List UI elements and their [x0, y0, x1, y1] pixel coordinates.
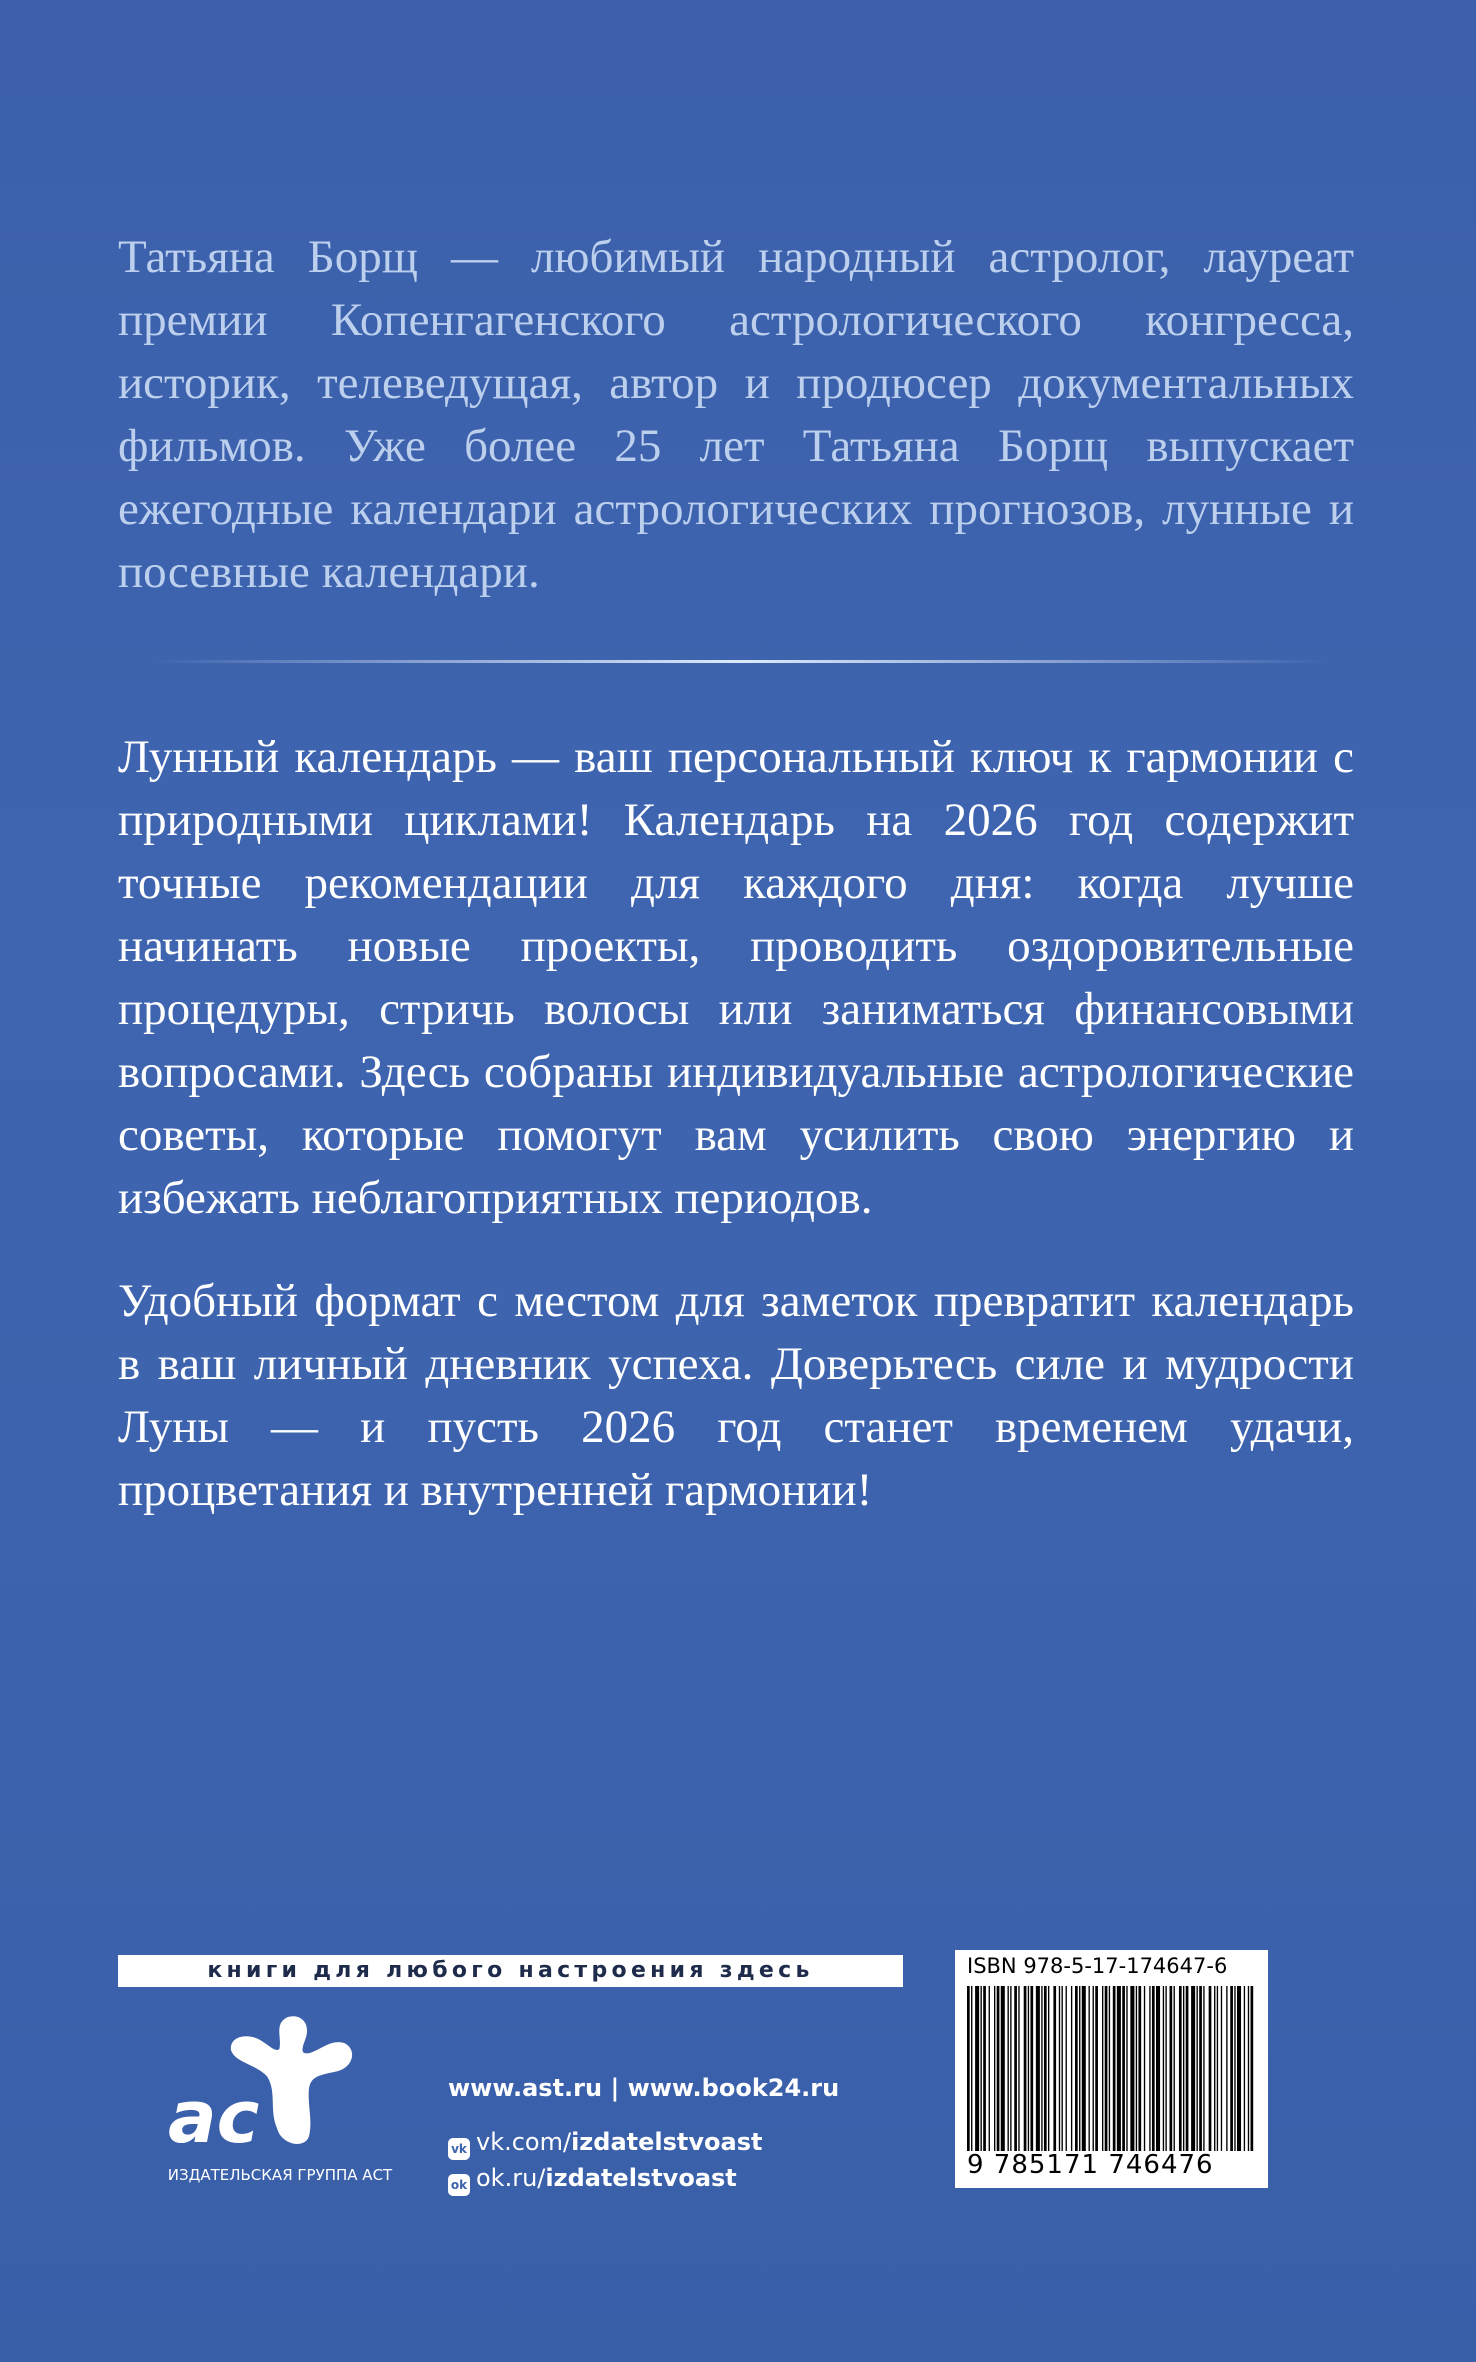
barcode-bar [1130, 1986, 1134, 2151]
barcode-bar [1113, 1986, 1116, 2151]
barcode-bars [967, 1986, 1257, 2151]
barcode-bar [1237, 1986, 1241, 2151]
vk-icon: vk [448, 2138, 470, 2160]
barcode-bar [1079, 1986, 1080, 2151]
barcode-bar [1174, 1986, 1175, 2151]
barcode-bar [1199, 1986, 1202, 2151]
ok-prefix: ok.ru/ [476, 2164, 546, 2192]
barcode-bar [1170, 1986, 1173, 2151]
barcode-bar [983, 1986, 986, 2151]
barcode-bar [1075, 1986, 1078, 2151]
barcode-bar [1102, 1986, 1103, 2151]
description-paragraph: Лунный календарь — ваш персональный ключ к гармонии с природными циклами! Календарь на 2026 год содержит точные рекомендации для каждого дня: когда лучше начинать новые проекты, проводить оздоровительные процедуры, стричь волосы или заниматься финансовыми вопросами. Здесь собраны индивидуальные астрологические советы, которые помогут вам усилить свою энергию и избежать неблагоприятных периодов. [118, 731, 1354, 1224]
barcode-bar [1093, 1986, 1094, 2151]
publisher-links [448, 2070, 839, 2196]
author-bio: Татьяна Борщ — любимый народный астролог, лауреат премии Копенгагенского астрологического конгресса, историк, телеведущая, автор и продюсер документальных фильмов. Уже более 25 лет Татьяна Борщ выпускает ежегодные календари астрологических прогнозов, лунные и посевные календари. [118, 231, 1354, 598]
barcode-bar [1053, 1986, 1056, 2151]
description-paragraph: Удобный формат с местом для заметок превратит календарь в ваш личный дневник успеха. Доверьтесь силе и мудрости Луны — и пусть 2026 год станет временем удачи, процветания и внутренней гармонии! [118, 1275, 1354, 1516]
barcode-bar [1059, 1986, 1060, 2151]
barcode-bar [1203, 1986, 1204, 2151]
ast-logo [150, 2010, 410, 2160]
website-links[interactable]: www.ast.ru | www.book24.ru [448, 2074, 840, 2102]
barcode-bar [1095, 1986, 1098, 2151]
barcode-bar [997, 1986, 1000, 2151]
barcode-bar [1209, 1986, 1212, 2151]
barcode-bar [1030, 1986, 1033, 2151]
barcode-bar [1001, 1986, 1005, 2151]
barcode-bar [1226, 1986, 1227, 2151]
barcode-bar [1008, 1986, 1009, 2151]
vk-prefix: vk.com/ [476, 2128, 572, 2156]
barcode-bar [1152, 1986, 1155, 2151]
barcode-bar [1186, 1986, 1189, 2151]
barcode-bar [1036, 1986, 1040, 2151]
barcode-bar [1014, 1986, 1017, 2151]
barcode-bar [1082, 1986, 1086, 2151]
tagline-banner: книги для любого настроения здесь [118, 1955, 903, 1987]
barcode-bar [1117, 1986, 1121, 2151]
barcode-bar [981, 1986, 982, 2151]
barcode-bar [1062, 1986, 1063, 2151]
barcode-bar [1044, 1986, 1047, 2151]
publisher-caption: ИЗДАТЕЛЬСКАЯ ГРУППА АСТ [167, 2166, 393, 2184]
barcode-bar [967, 1986, 970, 2151]
barcode-bar [1122, 1986, 1125, 2151]
barcode-bar [1071, 1986, 1072, 2151]
divider-line [150, 660, 1330, 663]
barcode-bar [1089, 1986, 1090, 2151]
barcode-bar [1248, 1986, 1249, 2151]
barcode-bar [1163, 1986, 1164, 2151]
isbn-label: ISBN 978-5-17-174647-6 [967, 1954, 1228, 1978]
barcode-bar [1041, 1986, 1042, 2151]
barcode-bar [1149, 1986, 1150, 2151]
barcode-bar [1010, 1986, 1011, 2151]
barcode-bar [1183, 1986, 1184, 2151]
barcode-bar [1221, 1986, 1222, 2151]
barcode-bar [1144, 1986, 1145, 2151]
barcode-bar [1028, 1986, 1029, 2151]
barcode-panel [955, 1950, 1268, 2188]
vk-handle: izdatelstvoast [571, 2128, 763, 2156]
ok-handle: izdatelstvoast [545, 2164, 737, 2192]
barcode-bar [1018, 1986, 1019, 2151]
ok-icon: ok [448, 2174, 470, 2196]
barcode-bar [1066, 1986, 1067, 2151]
vk-link[interactable] [448, 2124, 839, 2160]
barcode-bar [1191, 1986, 1195, 2151]
barcode-bar [1126, 1986, 1127, 2151]
barcode-bar [1138, 1986, 1141, 2151]
barcode-bar [1230, 1986, 1233, 2151]
barcode-bar [994, 1986, 995, 2151]
barcode-bar [1234, 1986, 1235, 2151]
barcode-bar [1156, 1986, 1160, 2151]
barcode-bar [1214, 1986, 1215, 2151]
barcode-bar [1109, 1986, 1110, 2151]
barcode-bar [1024, 1986, 1027, 2151]
barcode-bar [1105, 1986, 1108, 2151]
book-description [118, 726, 1354, 1522]
barcode-bar [1179, 1986, 1182, 2151]
barcode-bar [989, 1986, 990, 2151]
barcode-bar [1136, 1986, 1137, 2151]
barcode-digits: 9 785171 746476 [967, 2150, 1214, 2180]
logo-text: ac [168, 2075, 260, 2159]
barcode-bar [1048, 1986, 1049, 2151]
ok-link[interactable] [448, 2160, 839, 2196]
barcode-bar [1197, 1986, 1198, 2151]
barcode-bar [975, 1986, 979, 2151]
barcode-bar [971, 1986, 972, 2151]
barcode-bar [1244, 1986, 1245, 2151]
barcode-bar [1165, 1986, 1166, 2151]
barcode-bar [1251, 1986, 1254, 2151]
barcode-bar [1217, 1986, 1218, 2151]
